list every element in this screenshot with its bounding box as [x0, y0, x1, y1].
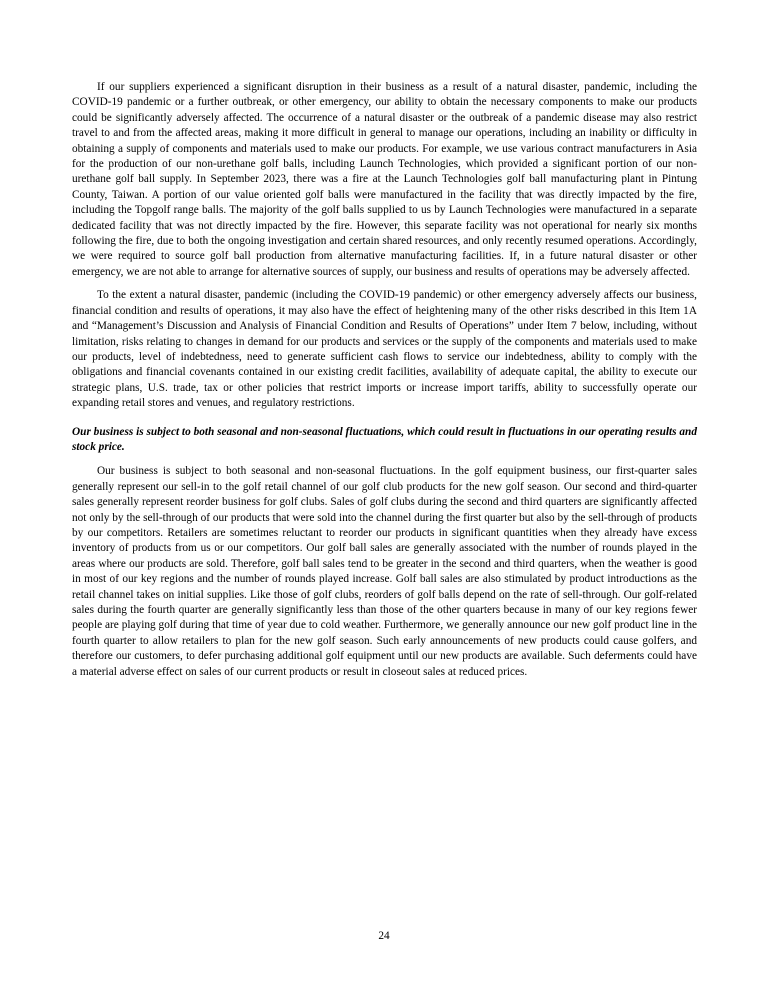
page-content — [72, 80, 697, 688]
paragraph-supplier-disruption: If our suppliers experienced a significant disruption in their business as a result of a natural disaster, pandemic, including the COVID-19 pandemic or a further outbreak, or other emergency, our ability to obtain the necessary components to make our products could be significantly adversely affected. The occurrence of a natural disaster or the outbreak of a pandemic disease may also restrict travel to and from the affected areas, making it more difficult in general to manage our operations, including an inability or difficulty in obtaining a supply of components and materials used to make our products. For example, we use various contract manufacturers in Asia for the production of our non-urethane golf balls, including Launch Technologies, which provided a significant portion of our non-urethane golf ball supply. In September 2023, there was a fire at the Launch Technologies golf ball manufacturing plant in Pintung County, Taiwan. A portion of our value oriented golf balls were manufactured in the facility that was directly impacted by the fire, including the Topgolf range balls. The majority of the golf balls supplied to us by Launch Technologies were manufactured in a separate dedicated facility that was not directly impacted by the fire. However, this separate facility was not operational for nearly six months following the fire, due to both the ongoing investigation and certain shared resources, and only recently resumed operations. Accordingly, we were required to source golf ball production from alternative manufacturing facilities. If, in a future natural disaster or other emergency, we are not able to arrange for alternative sources of supply, our business and results of operations may be adversely affected. — [72, 81, 697, 278]
paragraph-seasonality: Our business is subject to both seasonal and non-seasonal fluctuations. In the golf equipment business, our first-quarter sales generally represent our sell-in to the golf retail channel of our golf club products for the new golf season. Our second and third-quarter sales generally represent reorder business for golf clubs. Sales of golf clubs during the second and third quarters are significantly affected not only by the sell-through of our products that were sold into the channel during the first quarter but also by the sell-through of products by our competitors. Retailers are sometimes reluctant to reorder our products in significant quantities when they already have excess inventory of products from us or our competitors. Our golf ball sales are generally associated with the number of rounds played in the areas where our products are sold. Therefore, golf ball sales tend to be greater in the second and third quarters, when the weather is good in most of our key regions and the number of rounds played increase. Golf ball sales are also stimulated by product introductions as the retail channel takes on initial supplies. Like those of golf clubs, reorders of golf balls depend on the rate of sell-through. Our golf-related sales during the fourth quarter are generally significantly less than those of the other quarters because in many of our key regions fewer people are playing golf during that time of year due to cold weather. Furthermore, we generally announce our new golf product line in the fourth quarter to allow retailers to plan for the new golf season. Such early announcements of new products could cause golfers, and therefore our customers, to defer purchasing additional golf equipment until our new products are available. Such deferments could have a material adverse effect on sales of our current products or result in closeout sales at reduced prices. — [72, 465, 697, 678]
page-number: 24 — [378, 930, 390, 942]
risk-factor-heading-seasonal-fluctuations: Our business is subject to both seasonal and non-seasonal fluctuations, which could result in fluctuations in our operating results and stock price. — [72, 425, 697, 453]
paragraph-risk-heightening: To the extent a natural disaster, pandemic (including the COVID-19 pandemic) or other emergency adversely affects our business, financial condition and results of operations, it may also have the effect of heightening many of the other risks described in this Item 1A and “Management’s Discussion and Analysis of Financial Condition and Results of Operations” under Item 7 below, including, without limitation, risks relating to changes in demand for our products and services or the supply of the components and materials used to make our products, level of indebtedness, need to generate sufficient cash flows to service our indebtedness, ability to comply with the obligations and financial covenants contained in our existing credit facilities, availability of adequate capital, the ability to execute our strategic plans, U.S. trade, tax or other policies that restrict imports or increase import tariffs, ability to successfully operate our expanding retail stores and venues, and regulatory restrictions. — [72, 289, 697, 410]
